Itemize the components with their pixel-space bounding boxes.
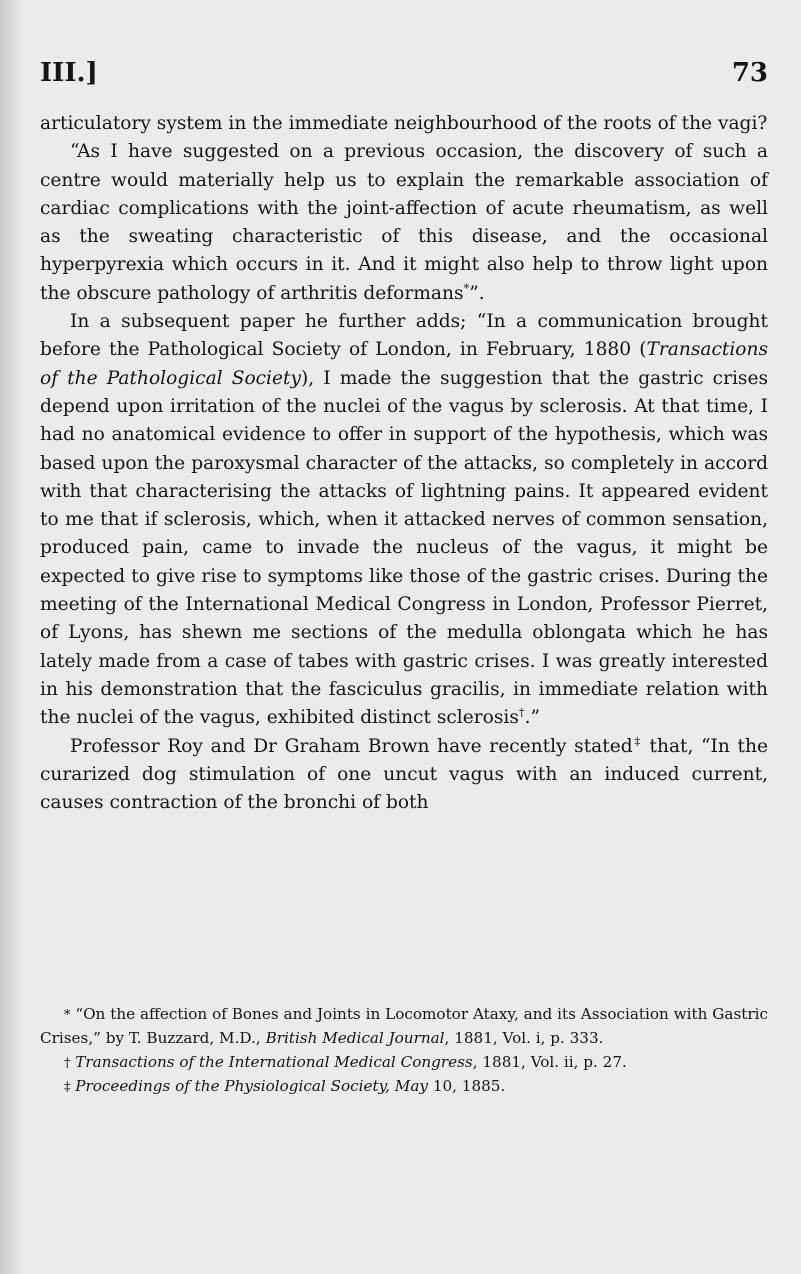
paragraph-3 [40,308,768,732]
footnote-3-mark: ‡ [64,1080,71,1096]
chapter-mark: III.] [40,58,98,88]
footnote-2-after: , 1881, Vol. ii, p. 27. [472,1052,627,1071]
footnote-2-mark: † [64,1055,71,1071]
footnote-3 [40,1075,768,1099]
paragraph-4-text-a: Professor Roy and Dr Graham Brown have recently stated [70,735,633,757]
paragraph-1 [40,110,768,138]
footnote-ref-asterisk: * [463,280,470,295]
footnote-1-mark: * [64,1008,71,1023]
paragraph-3-italic: Transactions of the Pathological Society [40,339,768,389]
footnote-1 [40,1003,768,1051]
paragraph-1-text: articulatory system in the immediate neighbourhood of the roots of the vagi? [40,113,768,134]
footnotes [40,1003,768,1100]
paragraph-3-text-a: In a subsequent paper he further adds; “In a communication brought before the Pathological Society of London, in February, 1880 ( [40,311,768,361]
page-edge-shadow [0,0,24,1274]
paragraph-2-text: “As I have suggested on a previous occasion, the discovery of such a centre would materially help us to explain the remarkable association of cardiac complications with the joint-affection of acute rheumatism, as well as the sweating characteristic of this disease, and the occasional hyperpyrexia which occurs in it. And it might also help to throw light upon the obscure pathology of arthritis deformans [40,141,768,304]
paragraph-4 [40,733,768,818]
paragraph-3-end: .” [524,707,541,729]
footnote-2-italic: Transactions of the International Medical Congress [75,1052,473,1071]
paragraph-3-text-b: ), I made the suggestion that the gastric crises depend upon irritation of the nuclei of the vagus by sclerosis. At that time, I had no anatomical evidence to offer in support of the hypothesis, which was based upon the paroxysmal character of the attacks, so completely in accord with that characterising the attacks of lightning pains. It appeared evident to me that if sclerosis, which, when it attacked nerves of common sensation, produced pain, came to invade the nucleus of the vagus, it might be expected to give rise to symptoms like those of the gastric crises. During the meeting of the International Medical Congress in London, Professor Pierret, of Lyons, has shewn me sections of the medulla oblongata which he has lately made from a case of tabes with gastric crises. I was greatly interested in his demonstration that the fasciculus gracilis, in immediate relation with the nuclei of the vagus, exhibited distinct sclerosis [40,367,768,729]
page-number: 73 [731,58,768,88]
footnote-1-after: , 1881, Vol. i, p. 333. [444,1029,604,1048]
body-text [40,110,768,817]
footnote-1-italic: British Medical Journal [265,1029,445,1048]
paragraph-2-end: ”. [469,282,485,304]
running-head [40,58,768,92]
paragraph-4-text-b: that, “In the curarized dog stimulation of one uncut vagus with an induced current, causes contraction of the bronchi of both [40,735,768,814]
footnote-3-after: 10, 1885. [428,1077,506,1096]
footnote-3-italic: Proceedings of the Physiological Society, May [75,1077,428,1096]
paragraph-2 [40,138,768,308]
footnote-ref-dagger: † [518,705,525,720]
footnote-1-text: “On the affection of Bones and Joints in Locomotor Ataxy, and its Association with Gastric Crises,” by T. Buzzard, M.D., [40,1005,768,1048]
footnote-ref-double-dagger: ‡ [632,733,642,748]
footnote-2 [40,1051,768,1075]
